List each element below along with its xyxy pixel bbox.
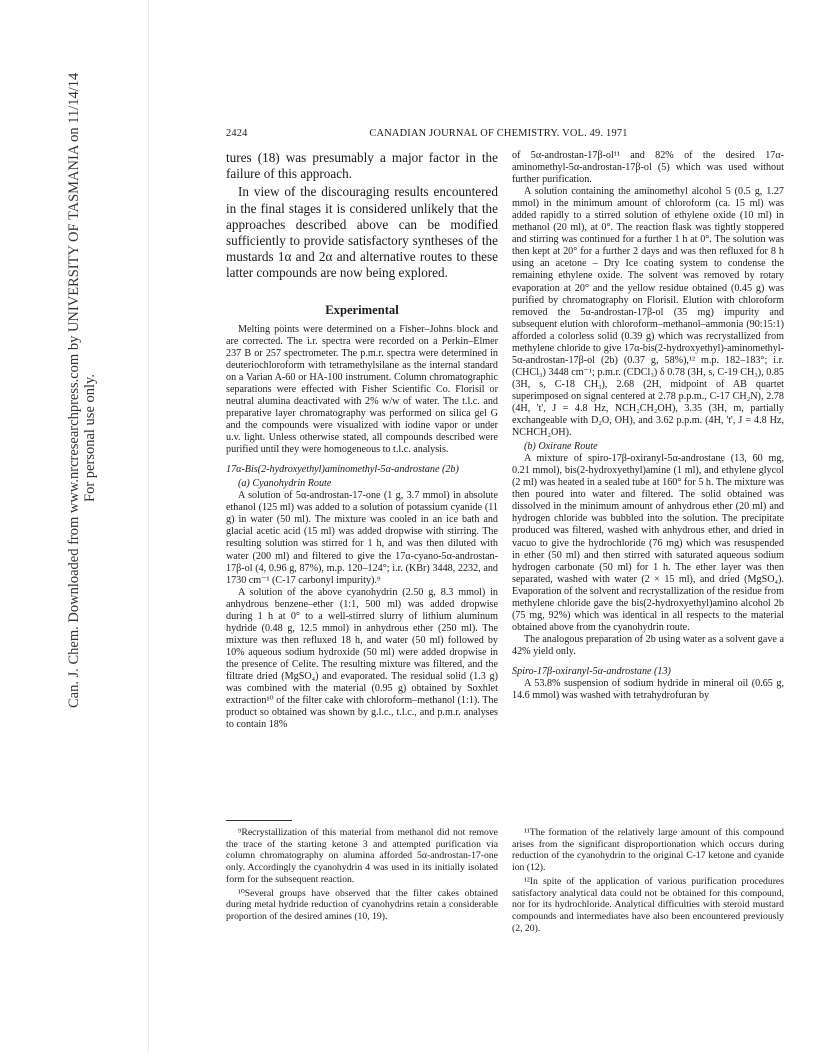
- intro-paragraph-2: In view of the discouraging results encountered in the final stages it is considered unlikely that the approaches described above can be modified sufficiently to provide satisfactory syntheses of the mustards 1α and 2α and alternative routes to these latter compounds are now being explored.: [226, 184, 498, 281]
- left-column: [226, 150, 498, 731]
- footnotes-right: [512, 820, 784, 934]
- footnote-rule: [226, 820, 292, 821]
- journal-title: CANADIAN JOURNAL OF CHEMISTRY. VOL. 49. 1971: [369, 128, 628, 139]
- footnote-10: ¹⁰Several groups have observed that the filter cakes obtained during metal hydride reduction of cyanohydrins retain a considerable proportion of the desired amines (10, 19).: [226, 887, 498, 922]
- route-b-heading: (b) Oxirane Route: [524, 441, 598, 453]
- watermark-line-2: For personal use only.: [82, 374, 98, 502]
- download-watermark: [66, 72, 98, 708]
- methods-paragraph: Melting points were determined on a Fisher–Johns block and are corrected. The i.r. spectra were recorded on a Perkin–Elmer 237 B or 257 spectrometer. The p.m.r. spectra were determined in deuteriochloroform with tetramethylsilane as the internal standard on a Varian A-60 or HA-100 instrument. Column chromatographic separations were effected with Fisher Scientific Co. Florisil or neutral alumina deactivated with 2% w/w of water. The t.l.c. and preparative layer chromatography was performed on silica gel G and the compounds were visualized with iodine vapor or under u.v. light. Unless otherwise stated, all compounds described were purified until they were homogeneous to t.l.c. analysis.: [226, 323, 498, 456]
- route-a-heading: (a) Cyanohydrin Route: [238, 478, 332, 490]
- intro-paragraph-1: tures (18) was presumably a major factor in the failure of this approach.: [226, 150, 498, 182]
- right-paragraph-1: of 5α-androstan-17β-ol¹¹ and 82% of the desired 17α-aminomethyl-5α-androstan-17β-ol (5) which was used without further purification.: [512, 150, 784, 186]
- footnotes-left: [226, 820, 498, 923]
- page-number: 2424: [226, 128, 248, 139]
- right-paragraph-4: The analogous preparation of 2b using water as a solvent gave a 42% yield only.: [512, 633, 784, 657]
- watermark-line-1: Can. J. Chem. Downloaded from www.nrcresearchpress.com by UNIVERSITY OF TASMANIA on 11/14/14: [66, 72, 82, 708]
- route-a-paragraph-2: A solution of the above cyanohydrin (2.50 g, 8.3 mmol) in anhydrous benzene–ether (1:1, 500 ml) was added dropwise during 1 h at 0° to a well-stirred slurry of lithium aluminum hydride (0.48 g, 12.5 mmol) in anhydrous ether (250 ml). The mixture was then refluxed 18 h, and water (50 ml) followed by 10% aqueous sodium hydroxide (50 ml) were added dropwise in the presence of Celite. The resulting mixture was filtered, and the filtrate dried (MgSO₄) and evaporated. The residual solid (1.3 g) was combined with the material (0.95 g) obtained by Soxhlet extraction¹⁰ of the filter cake with chloroform–methanol (1:1). The product so obtained was shown by g.l.c., t.l.c., and p.m.r. analyses to contain 18%: [226, 586, 498, 731]
- route-a-paragraph-1: A solution of 5α-androstan-17-one (1 g, 3.7 mmol) in absolute ethanol (125 ml) was added to a solution of potassium cyanide (11 g) in water (50 ml). The mixture was cooled in an ice bath and glacial acetic acid (15 ml) was added dropwise with stirring. The resulting solution was stirred for 1 h, and was then diluted with water (200 ml) and filtered to give the 17α-cyano-5α-androstan-17β-ol (4, 0.96 g, 87%), m.p. 120–124°; i.r. (KBr) 3448, 2232, and 1730 cm⁻¹ (C-17 carbonyl impurity).⁹: [226, 490, 498, 586]
- scan-gutter-line: [148, 0, 149, 1052]
- compound-heading: 17α-Bis(2-hydroxyethyl)aminomethyl-5α-androstane (2b): [226, 464, 459, 476]
- footnote-12: ¹²In spite of the application of various purification procedures satisfactory analytical data could not be obtained for this compound, nor for its hydrochloride. Analytical difficulties with steroid mustard compounds and intermediates have also been encountered previously (2, 20).: [512, 875, 784, 934]
- footnote-9: ⁹Recrystallization of this material from methanol did not remove the trace of the starting ketone 3 and attempted purification via column chromatography on alumina afforded 5α-androstan-17-one only. Accordingly the cyanohydrin 4 was used in its initially isolated form for the subsequent reaction.: [226, 827, 498, 885]
- right-column: [512, 150, 784, 702]
- right-paragraph-2: A solution containing the aminomethyl alcohol 5 (0.5 g, 1.27 mmol) in the minimum amount of chloroform (ca. 15 ml) was added rapidly to a stirred solution of ethylene oxide (10 ml) in methanol (20 ml), at 0°. The reaction flask was tightly stoppered and stirring was continued for a further 1 h at 0°. The solution was then kept at 20° for a further 2 days and was then refluxed for 8 h using an acetone – Dry Ice coating system to condense the remaining ethylene oxide. The solvent was removed by rotary evaporation at 20° and the yellow residue obtained (0.45 g) was purified by chromatography on Florisil. Elution with chloroform removed the 5α-androstan-17β-ol (35 mg) impurity and subsequent elution with chloroform–methanol–ammonia (90:15:1) afforded a colorless solid (0.39 g) which was recrystallized from methylene chloride to give 17α-bis(2-hydroxyethyl)-aminomethyl-5α-androstan-17β-ol (2b) (0.37 g, 58%),¹² m.p. 182–183°; i.r. (CHCl₃) 3448 cm⁻¹; p.m.r. (CDCl₃) δ 0.78 (3H, s, C-19 CH₃), 0.85 (3H, s, C-18 CH₃), 2.68 (2H, midpoint of AB quartet superimposed on signal centered at 2.78 p.p.m., C-17 CH₂N), 2.78 (4H, 't', J = 4.8 Hz, NCH₂CH₂OH), 3.35 (3H, m, partially exchangeable with D₂O, OH), and 3.62 p.p.m. (4H, 't', J = 4.8 Hz, NCHCH₂OH).: [512, 186, 784, 439]
- right-paragraph-3: A mixture of spiro-17β-oxiranyl-5α-androstane (13, 60 mg, 0.21 mmol), bis(2-hydroxyethyl)amine (1 ml), and ethylene glycol (2 ml) was heated in a sealed tube at 160° for 5 h. The mixture was then poured into water and filtered. The solid obtained was dissolved in the minimum amount of anhydrous ether (20 ml) and hydrogen chloride was bubbled into the solution. The precipitate produced was filtered, washed with anhydrous ether, and dried in vacuo to give the hydrochloride (76 mg) which was resuspended in ether (50 ml) and then stirred with saturated aqueous sodium hydrogen carbonate (50 ml) for 1 h. The ether layer was then separated, washed with water (2 × 15 ml), and dried (MgSO₄). Evaporation of the solvent and recrystallization of the residue from methylene chloride gave the bis(2-hydroxyethyl)amino alcohol 2b (75 mg, 92%) which was identical in all respects to the material obtained above from the cyanohydrin route.: [512, 453, 784, 633]
- right-paragraph-5: A 53.8% suspension of sodium hydride in mineral oil (0.65 g, 14.6 mmol) was washed with tetrahydrofuran by: [512, 678, 784, 702]
- spiro-heading: Spiro-17β-oxiranyl-5α-androstane (13): [512, 665, 671, 677]
- footnote-11: ¹¹The formation of the relatively large amount of this compound arises from the significant disproportionation which occurs during reduction of the cyanohydrin to the original C-17 ketone and cyanide ion (12).: [512, 827, 784, 874]
- section-heading: Experimental: [325, 302, 399, 317]
